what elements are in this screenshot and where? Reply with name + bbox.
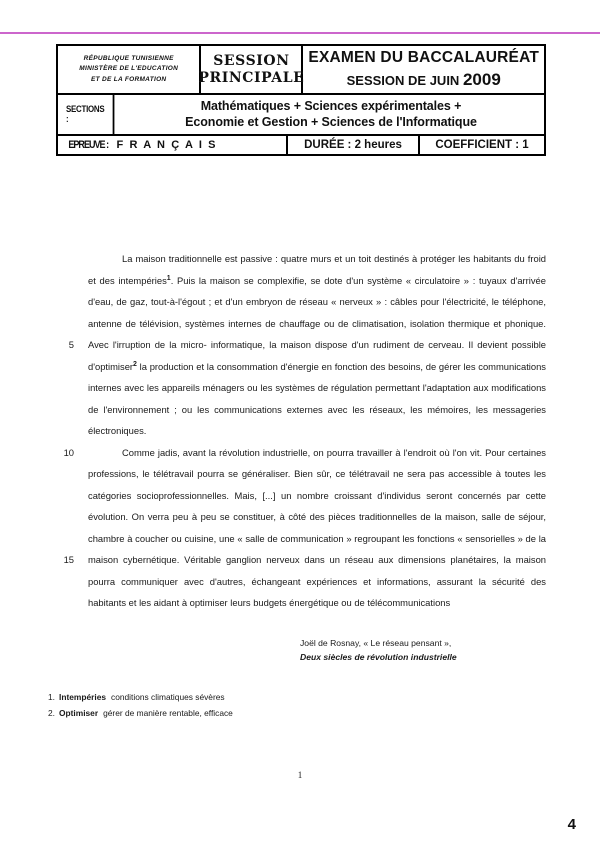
passage-paragraph-1 [88, 248, 546, 442]
page-number-center: 1 [297, 770, 303, 780]
session-cell [198, 46, 305, 93]
footnote-marker: 2. [48, 707, 55, 718]
exam-year: 2009 [462, 70, 501, 89]
footnote-reference-1: 1 [166, 274, 171, 282]
sections-value-cell [118, 95, 544, 134]
sections-line-2: Economie et Gestion + Sciences de l'Informatique [185, 115, 477, 130]
paragraph-1-segment-a: La maison traditionnelle est passive : quatre murs et un toit destinés à protéger les habitants du froid et des intempéries [88, 253, 546, 286]
footnote-definition: conditions climatiques sévères [111, 692, 225, 702]
header-row-subject [58, 136, 544, 154]
source-attribution [300, 636, 546, 664]
paragraph-1-segment-b: . Puis la maison se complexifie, se dote d'un système « circulatoire » : tuyaux d'arrivée d'eau, de gaz, tout-à-l'égout ; et d'un embryon de réseau « nerveux » : câbles pour l'électricité, le téléphone, antenne de télévision, systèmes internes de chauffage ou de climatisation, isolation thermique et phonique. Avec l'irruption de la micro- informatique, la maison dispose d'un rudiment de cerveau. Il devient possible d'optimiser [88, 274, 546, 372]
exam-title-cell [303, 46, 544, 93]
session-line-2: PRINCIPALE [198, 69, 305, 86]
passage-paragraph-2: Comme jadis, avant la révolution industrielle, on pourra travailler à l'endroit où l'on vit. Pour certaines professions, le télétravail pourra se généraliser. Bien sûr, ce télétravail ne sera pas accessible à toutes les catégories socioprofessionnelles. Mais, [...] un nombre croissant d'individus seront concernés par cette évolution. On verra peu à peu se constituer, à côté des pièces traditionnelles de la maison, salle de séjour, chambre à coucher ou cuisine, une « salle de communication » regroupant les fonctions « sensorielles » de la maison cybernétique. Véritable ganglion nerveux dans un réseau aux dimensions planétaires, la maison pourra communiquer avec d'autres, échangeant expériences et informations, assurant la sécurité des habitants et les aidant à optimiser leurs budgets énergétique ou de télécommunications [88, 446, 546, 608]
session-line-1: SESSION [213, 52, 290, 69]
reading-passage [88, 248, 546, 614]
line-number: 15 [63, 554, 74, 565]
line-number: 5 [68, 339, 74, 350]
header-row-sections [58, 95, 544, 136]
footnote-reference-2: 2 [133, 360, 137, 368]
scan-artifact-line [0, 32, 600, 34]
exam-session-line [347, 70, 501, 90]
footnote-term: Optimiser [59, 707, 99, 718]
exam-session-text: SESSION DE JUIN [346, 73, 460, 88]
epreuve-value: F R A N Ç A I S [116, 138, 218, 151]
coefficient-cell: COEFFICIENT : 1 [435, 138, 529, 151]
footnote-item [48, 690, 468, 706]
exam-header-table [56, 44, 546, 156]
footnote-list [48, 690, 468, 721]
attribution-author: Joël de Rosnay, « Le réseau pensant », [300, 638, 452, 648]
header-row-identity [58, 46, 544, 95]
attribution-work-title: Deux siècles de révolution industrielle [300, 652, 457, 662]
footnote-definition: gérer de manière rentable, efficace [103, 707, 233, 718]
ministry-line-2: MINISTÈRE DE L'EDUCATION [79, 65, 179, 73]
footnote-marker: 1. [48, 692, 55, 702]
footnote-term: Intempéries [59, 692, 107, 702]
ministry-line-3: ET DE LA FORMATION [90, 75, 167, 83]
paragraph-1-segment-c: la production et la consommation d'énergie en fonction des besoins, de gérer les communications internes avec les appareils ménagers ou les systèmes de régulation permettant l'adaptation aux modifications de l'environnement ; ou les communications externes avec les réseaux, les mémoires, les messageries électroniques. [88, 360, 546, 436]
ministry-cell [58, 46, 201, 93]
line-number-gutter [44, 248, 74, 657]
exam-title: EXAMEN DU BACCALAURÉAT [308, 49, 539, 66]
sections-label: SECTIONS : [62, 95, 115, 134]
epreuve-cell [58, 136, 288, 154]
page-number-corner: 4 [567, 816, 576, 833]
footnote-item [48, 706, 468, 722]
epreuve-label: EPREUVE : [68, 138, 109, 151]
line-number: 10 [63, 446, 74, 458]
sections-line-1: Mathématiques + Sciences expérimentales + [200, 99, 462, 113]
duration-cell: DURÉE : 2 heures [288, 136, 420, 154]
ministry-line-1: RÉPUBLIQUE TUNISIENNE [83, 55, 174, 63]
